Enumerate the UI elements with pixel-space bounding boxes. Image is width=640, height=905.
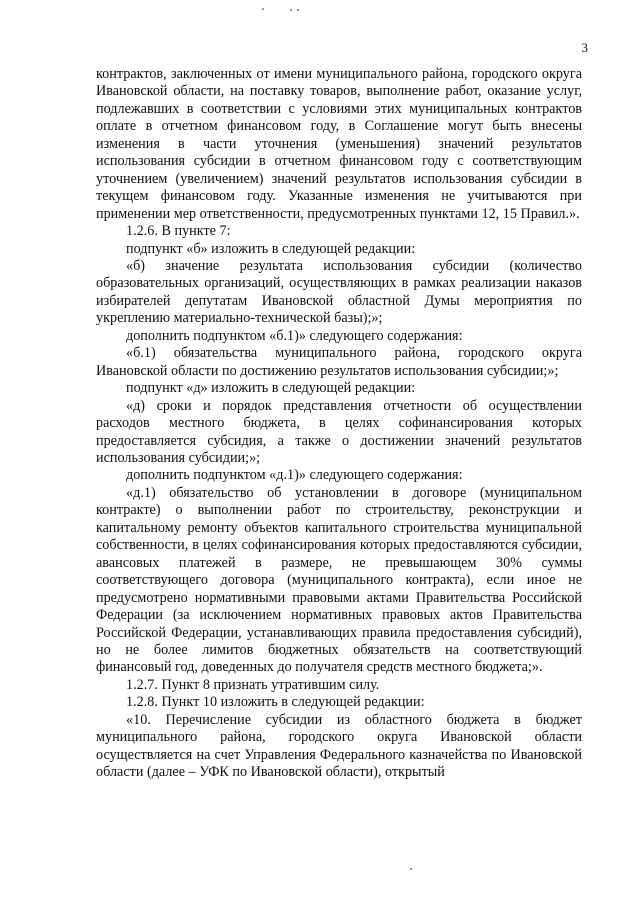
paragraph-subitem-d1-intro: дополнить подпунктом «д.1)» следующего содержания: xyxy=(126,467,463,484)
paragraph-subitem-d: «д) сроки и порядок представления отчетности об осуществлении расходов местного бюджета, в целях софинансирования которых предоставляется субсидия, а также о достижении значений результатов использования субсидии;»; xyxy=(96,397,582,466)
paragraph-subitem-d-intro: подпункт «д» изложить в следующей редакции: xyxy=(126,380,416,397)
paragraph-1-2-7: 1.2.7. Пункт 8 признать утратившим силу. xyxy=(126,676,380,693)
body-text xyxy=(96,66,582,782)
paragraph-1-2-6: 1.2.6. В пункте 7: xyxy=(126,223,231,240)
paragraph-subitem-b: «б) значение результата использования субсидии (количество образовательных организаций, осуществляющих в рамках реализации наказов избирателей депутатам Ивановской областной Думы мероприятия по укреплению материально-технической базы);»; xyxy=(96,257,582,327)
scan-speck xyxy=(410,868,412,870)
paragraph-contracts-continuation: контрактов, заключенных от имени муниципального района, городского округа Ивановской области, на поставку товаров, выполнение работ, оказание услуг, подлежавших в соответствии с условиями этих муниципальных контрактов оплате в отчетном финансовом году, в Соглашение могут быть внесены изменения в части уточнения (уменьшения) значений результатов использования субсидии в отчетном финансовом году с соответствующим уточнением (увеличением) значений результатов использования субсидии в текущем финансовом году. Указанные изменения не учитываются при применении мер ответственности, предусмотренных пунктами 12, 15 Правил.». xyxy=(96,66,582,222)
scan-speck xyxy=(290,9,292,11)
paragraph-1-2-8: 1.2.8. Пункт 10 изложить в следующей редакции: xyxy=(126,694,425,711)
paragraph-subitem-b1-intro: дополнить подпунктом «б.1)» следующего содержания: xyxy=(126,327,463,344)
scan-speck xyxy=(262,8,264,10)
page-number: 3 xyxy=(581,40,588,55)
scan-speck xyxy=(297,9,299,11)
paragraph-subitem-b1: «б.1) обязательства муниципального района, городского округа Ивановской области по достижению результатов использования субсидии;»; xyxy=(96,345,582,379)
paragraph-item-10: «10. Перечисление субсидии из областного бюджета в бюджет муниципального района, городского округа Ивановской области осуществляется на счет Управления Федерального казначейства по Ивановской области (далее – УФК по Ивановской области), открытый xyxy=(96,711,582,781)
paragraph-subitem-d1: «д.1) обязательство об установлении в договоре (муниципальном контракте) о выполнении работ по строительству, реконструкции и капитальному ремонту объектов капитального строительства муниципальной собственности, в целях софинансирования которых предоставляются субсидии, авансовых платежей в размере, не превышающем 30% суммы соответствующего договора (муниципального контракта), если иное не предусмотрено нормативными правовыми актами Правительства Российской Федерации (за исключением нормативных правовых актов Правительства Российской Федерации, устанавливающих правила предоставления субсидий), но не более лимитов бюджетных обязательств на соответствующий финансовый год, доведенных до получателя средств местного бюджета;». xyxy=(96,484,582,676)
paragraph-subitem-b-intro: подпункт «б» изложить в следующей редакции: xyxy=(126,240,416,257)
